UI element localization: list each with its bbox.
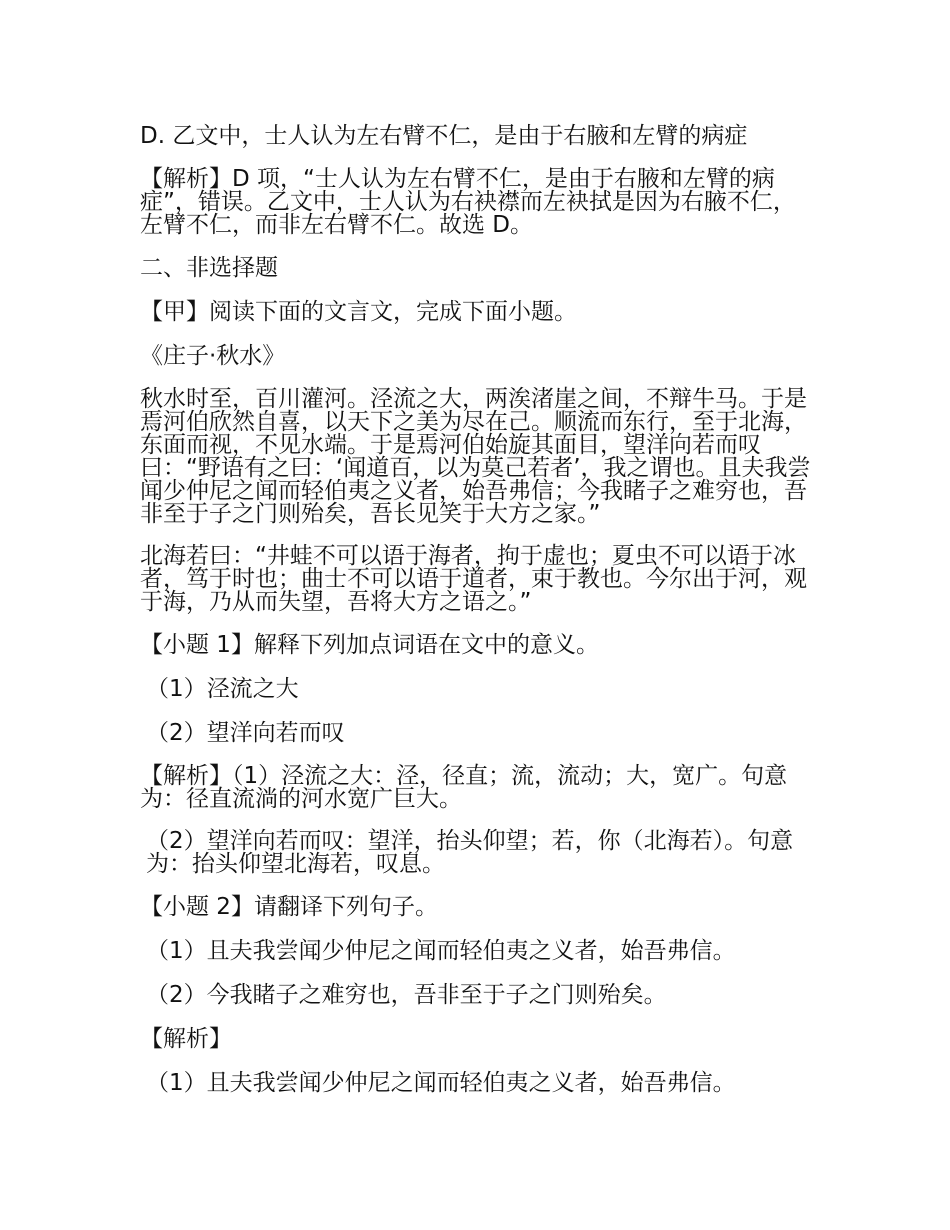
analysis-paragraph: 【解析】D 项，“士人认为左右臂不仁，是由于右腋和左臂的病症”，错误。乙文中，士人认为右袂襟而左袂拭是因为右腋不仁，左臂不仁，而非左右臂不仁。故选 D。 <box>140 166 796 238</box>
analysis-heading: 【解析】 <box>140 1026 232 1052</box>
answer-1-item-1: 【解析】（1）泾流之大：泾，径直；流，流动；大，宽广。句意为：径直流淌的河水宽广巨大。 <box>140 763 788 812</box>
question-1-heading: 【小题 1】解释下列加点词语在文中的意义。 <box>140 632 599 658</box>
option-d-text: D. 乙文中，士人认为左右臂不仁，是由于右腋和左臂的病症 <box>140 123 748 149</box>
answer-2-item-1: （1）且夫我尝闻少仲尼之闻而轻伯夷之义者，始吾弗信。 <box>146 1070 736 1096</box>
section-heading: 二、非选择题 <box>140 255 278 281</box>
question-2-item-1: （1）且夫我尝闻少仲尼之闻而轻伯夷之义者，始吾弗信。 <box>146 938 736 964</box>
answer-1-item-2: （2）望洋向若而叹：望洋，抬头仰望；若，你（北海若）。句意为：抬头仰望北海若，叹息。 <box>146 828 794 877</box>
question-1-item-2: （2）望洋向若而叹 <box>146 720 345 746</box>
passage-title: 《庄子·秋水》 <box>140 343 286 369</box>
document-page <box>140 124 812 1115</box>
passage-paragraph-2: 北海若曰：“井蛙不可以语于海者，拘于虚也；夏虫不可以语于冰者，笃于时也；曲士不可以语于道者，束于教也。今尔出于河，观于海，乃从而失望，吾将大方之语之。” <box>140 543 807 615</box>
question-2-item-2: （2）今我睹子之难穷也，吾非至于子之门则殆矣。 <box>146 982 667 1008</box>
question-1-item-1: （1）泾流之大 <box>146 676 299 702</box>
jia-instruction: 【甲】阅读下面的文言文，完成下面小题。 <box>140 299 577 325</box>
question-2-heading: 【小题 2】请翻译下列句子。 <box>140 894 438 920</box>
passage-paragraph-1: 秋水时至，百川灌河。泾流之大，两涘渚崖之间，不辩牛马。于是焉河伯欣然自喜，以天下之美为尽在己。顺流而东行，至于北海，东面而视，不见水端。于是焉河伯始旋其面目，望洋向若而叹曰：“野语有之曰：‘闻道百，以为莫己若者’，我之谓也。且夫我尝闻少仲尼之闻而轻伯夷之义者，始吾弗信；今我睹子之难穷也，吾非至于子之门则殆矣，吾长见笑于大方之家。” <box>140 386 811 527</box>
